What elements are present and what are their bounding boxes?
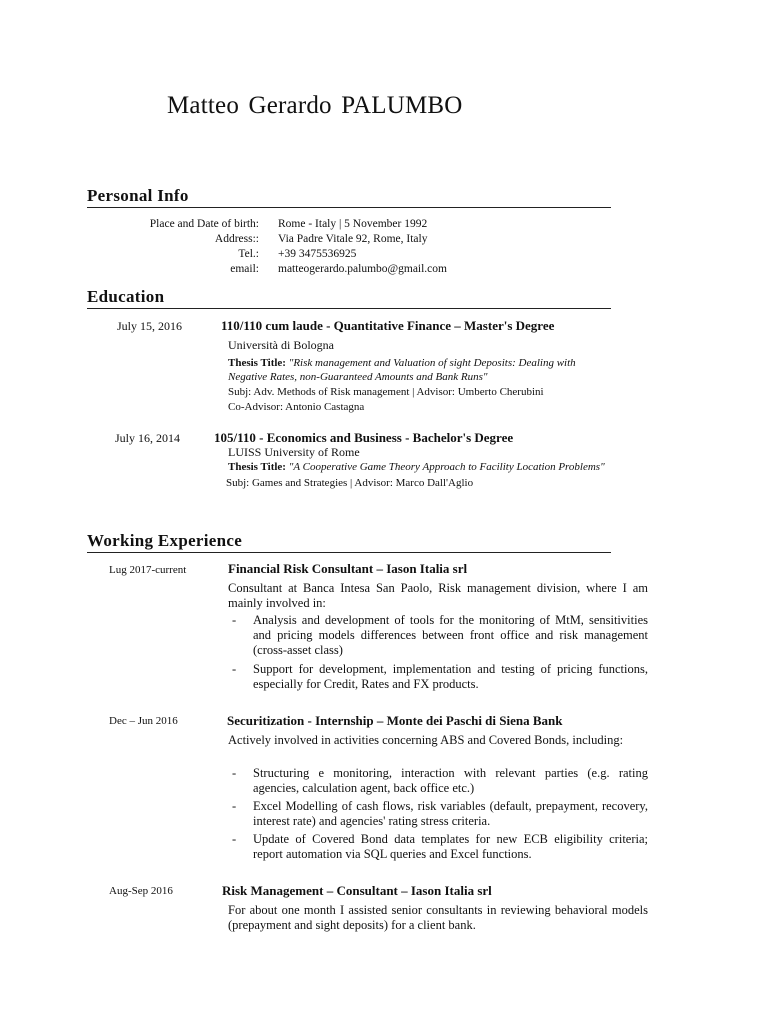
section-rule-work <box>87 552 611 553</box>
edu-subject: Subj: Games and Strategies | Advisor: Marco Dall'Aglio <box>226 477 474 489</box>
work-date: Dec – Jun 2016 <box>109 715 178 727</box>
section-rule-education <box>87 308 611 309</box>
bullet-dash: - <box>232 662 237 676</box>
edu-school: LUISS University of Rome <box>228 445 360 459</box>
work-title: Securitization - Internship – Monte dei Paschi di Siena Bank <box>227 713 563 728</box>
tel-value: +39 3475536925 <box>278 248 357 260</box>
thesis-label: Thesis Title: <box>228 461 286 473</box>
work-date: Aug-Sep 2016 <box>109 885 173 897</box>
section-title-personal: Personal Info <box>87 186 189 205</box>
edu-thesis-line1 <box>228 357 576 369</box>
work-bullet: Update of Covered Bond data templates for new ECB eligibility criteria; report automation via SQL queries and Excel functions. <box>253 832 648 861</box>
edu-coadvisor: Co-Advisor: Antonio Castagna <box>228 401 365 413</box>
work-intro: For about one month I assisted senior consultants in reviewing behavioral models (prepayment and sight deposits) for a client bank. <box>228 903 648 932</box>
edu-thesis-line1 <box>228 461 605 473</box>
bullet-dash: - <box>232 799 237 813</box>
cv-name: Matteo Gerardo PALUMBO <box>167 92 463 119</box>
bullet-dash: - <box>232 766 237 780</box>
edu-degree: 105/110 - Economics and Business - Bachelor's Degree <box>214 430 514 445</box>
address-value: Via Padre Vitale 92, Rome, Italy <box>278 233 428 245</box>
work-title: Financial Risk Consultant – Iason Italia srl <box>228 561 468 576</box>
tel-label: Tel.: <box>238 248 259 260</box>
section-rule-personal <box>87 207 611 208</box>
edu-degree: 110/110 cum laude - Quantitative Finance – Master's Degree <box>221 318 555 333</box>
email-value: matteogerardo.palumbo@gmail.com <box>278 263 447 275</box>
work-title: Risk Management – Consultant – Iason Italia srl <box>222 883 492 898</box>
bullet-dash: - <box>232 832 237 846</box>
bullet-dash: - <box>232 613 237 627</box>
section-title-work: Working Experience <box>87 531 243 550</box>
work-intro: Consultant at Banca Intesa San Paolo, Risk management division, where I am mainly involved in: <box>228 581 648 610</box>
email-label: email: <box>230 263 259 275</box>
edu-school: Università di Bologna <box>228 338 334 352</box>
work-bullet: Support for development, implementation and testing of pricing functions, especially for Credit, Rates and FX products. <box>253 662 648 691</box>
birth-value: Rome - Italy | 5 November 1992 <box>278 218 428 230</box>
edu-subject: Subj: Adv. Methods of Risk management | Advisor: Umberto Cherubini <box>228 386 544 398</box>
thesis-title: "A Cooperative Game Theory Approach to Facility Location Problems" <box>285 461 605 473</box>
section-title-education: Education <box>87 287 165 306</box>
edu-thesis-line2: Negative Rates, non-Guaranteed Amounts and Bank Runs" <box>228 371 488 383</box>
work-intro: Actively involved in activities concerning ABS and Covered Bonds, including: <box>228 733 624 747</box>
edu-date: July 16, 2014 <box>115 431 181 445</box>
thesis-label: Thesis Title: <box>228 357 286 369</box>
thesis-title: "Risk management and Valuation of sight Deposits: Dealing with <box>285 357 576 369</box>
work-date: Lug 2017-current <box>109 564 187 576</box>
birth-label: Place and Date of birth: <box>149 218 259 230</box>
work-bullet: Excel Modelling of cash flows, risk variables (default, prepayment, recovery, interest rate) and agencies' rating stress criteria. <box>253 799 648 828</box>
address-label: Address:: <box>214 233 259 245</box>
work-bullet: Structuring e monitoring, interaction with relevant parties (e.g. rating agencies, calculation agent, back office etc.) <box>253 766 648 795</box>
work-bullet: Analysis and development of tools for the monitoring of MtM, sensitivities and pricing models differences between front office and risk management (cross-asset class) <box>253 613 648 657</box>
edu-date: July 15, 2016 <box>117 319 183 333</box>
